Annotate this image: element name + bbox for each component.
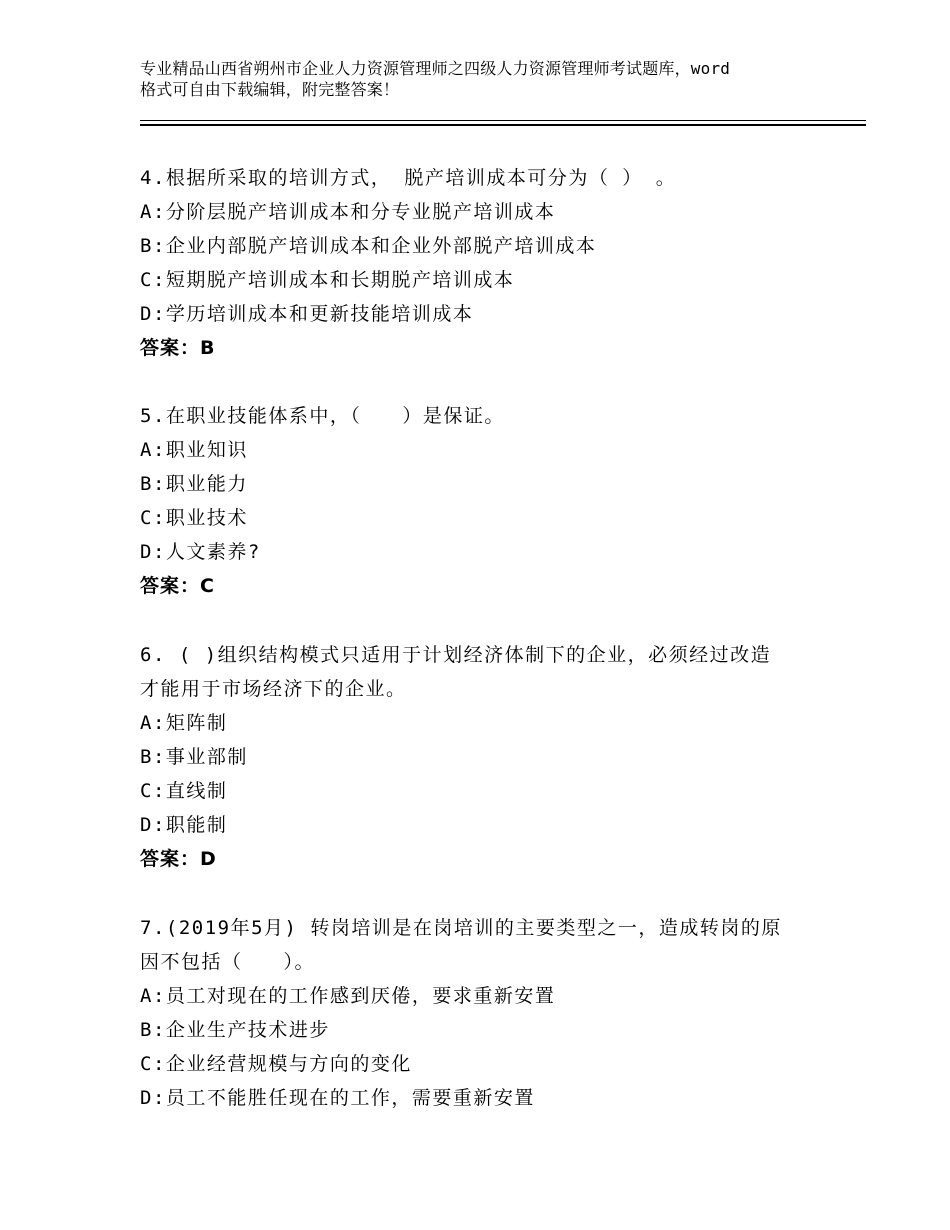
option-a: A:职业知识 xyxy=(140,439,248,461)
option-d: D:人文素养? xyxy=(140,541,261,563)
option-b: B:职业能力 xyxy=(140,473,248,495)
question-6 xyxy=(140,638,820,876)
option-b: B:企业生产技术进步 xyxy=(140,1019,330,1041)
question-stem: 4.根据所采取的培训方式， 脱产培训成本可分为（ ） 。 xyxy=(140,167,677,189)
option-b: B:企业内部脱产培训成本和企业外部脱产培训成本 xyxy=(140,235,597,257)
question-stem-line-2: 才能用于市场经济下的企业。 xyxy=(140,678,407,700)
option-d: D:职能制 xyxy=(140,814,228,836)
header-rule-thick xyxy=(140,124,866,126)
option-d: D:学历培训成本和更新技能培训成本 xyxy=(140,303,474,325)
option-a: A:员工对现在的工作感到厌倦，要求重新安置 xyxy=(140,985,556,1007)
option-a: A:矩阵制 xyxy=(140,712,228,734)
answer-label: 答案：C xyxy=(140,575,215,597)
question-5 xyxy=(140,399,820,603)
question-7 xyxy=(140,911,820,1115)
answer-label: 答案：D xyxy=(140,848,217,870)
header-rule-thin xyxy=(140,120,866,121)
document-header xyxy=(140,58,840,100)
question-4 xyxy=(140,161,820,365)
question-stem: 5.在职业技能体系中，（ ）是保证。 xyxy=(140,405,505,427)
option-b: B:事业部制 xyxy=(140,746,248,768)
option-c: C:直线制 xyxy=(140,780,228,802)
question-stem-line-1: 6. ( )组织结构模式只适用于计划经济体制下的企业，必须经过改造 xyxy=(140,644,772,666)
option-d: D:员工不能胜任现在的工作，需要重新安置 xyxy=(140,1087,535,1109)
answer-label: 答案：B xyxy=(140,337,216,359)
header-line-2: 格式可自由下载编辑，附完整答案！ xyxy=(140,80,400,99)
question-stem-line-2: 因不包括（ ）。 xyxy=(140,951,316,973)
question-stem-line-1: 7.(2019年5月) 转岗培训是在岗培训的主要类型之一，造成转岗的原 xyxy=(140,917,782,939)
option-c: C:企业经营规模与方向的变化 xyxy=(140,1053,412,1075)
option-c: C:短期脱产培训成本和长期脱产培训成本 xyxy=(140,269,515,291)
option-a: A:分阶层脱产培训成本和分专业脱产培训成本 xyxy=(140,201,556,223)
option-c: C:职业技术 xyxy=(140,507,248,529)
header-line-1: 专业精品山西省朔州市企业人力资源管理师之四级人力资源管理师考试题库，word xyxy=(140,59,731,78)
